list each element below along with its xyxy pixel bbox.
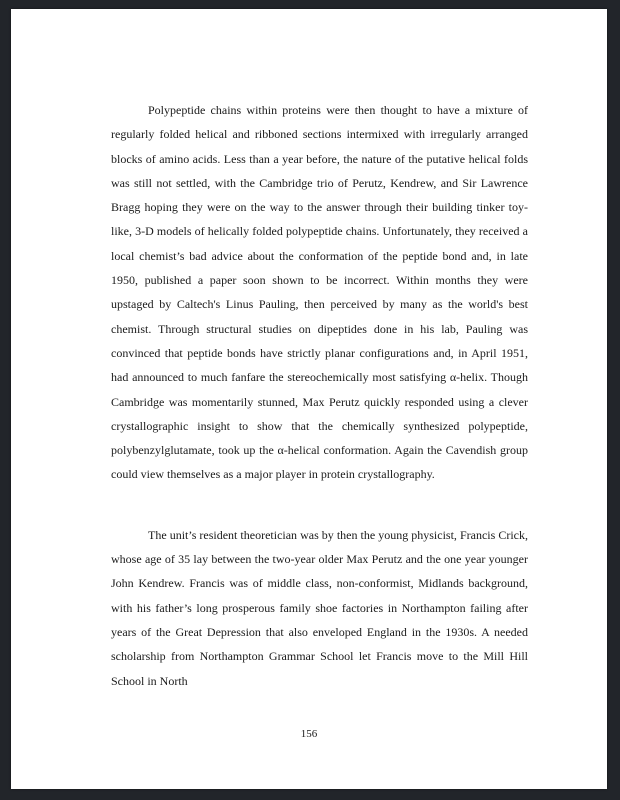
document-page — [11, 9, 607, 789]
page-number: 156 — [300, 728, 318, 740]
paragraph-2: The unit’s resident theoretician was by then the young physicist, Francis Crick, whose age of 35 lay between the two-year older Max Perutz and the one year younger John Kendrew. Francis was of middle class, non-conformist, Midlands background, with his father’s long prosperous family shoe factories in Northampton failing after years of the Great Depression that also enveloped England in the 1930s. A needed scholarship from Northampton Grammar School let Francis move to the Mill Hill School in North — [111, 527, 528, 688]
body-text — [111, 98, 528, 693]
paragraph-1: Polypeptide chains within proteins were then thought to have a mixture of regularly folded helical and ribboned sections intermixed with irregularly arranged blocks of amino acids. Less than a year before, the nature of the putative helical folds was still not settled, with the Cambridge trio of Perutz, Kendrew, and Sir Lawrence Bragg hoping they were on the way to the answer through their building tinker toy-like, 3-D models of helically folded polypeptide chains. Unfortunately, they received a local chemist’s bad advice about the conformation of the peptide bond and, in late 1950, published a paper soon shown to be incorrect. Within months they were upstaged by Caltech's Linus Pauling, then perceived by many as the world's best chemist. Through structural studies on dipeptides done in his lab, Pauling was convinced that peptide bonds have strictly planar configurations and, in April 1951, had announced to much fanfare the stereochemically most satisfying α-helix. Though Cambridge was momentarily stunned, Max Perutz quickly responded using a clever crystallographic insight to show that the chemically synthesized polypeptide, polybenzylglutamate, took up the α-helical conformation. Again the Cavendish group could view themselves as a major player in protein crystallography. — [111, 103, 528, 482]
